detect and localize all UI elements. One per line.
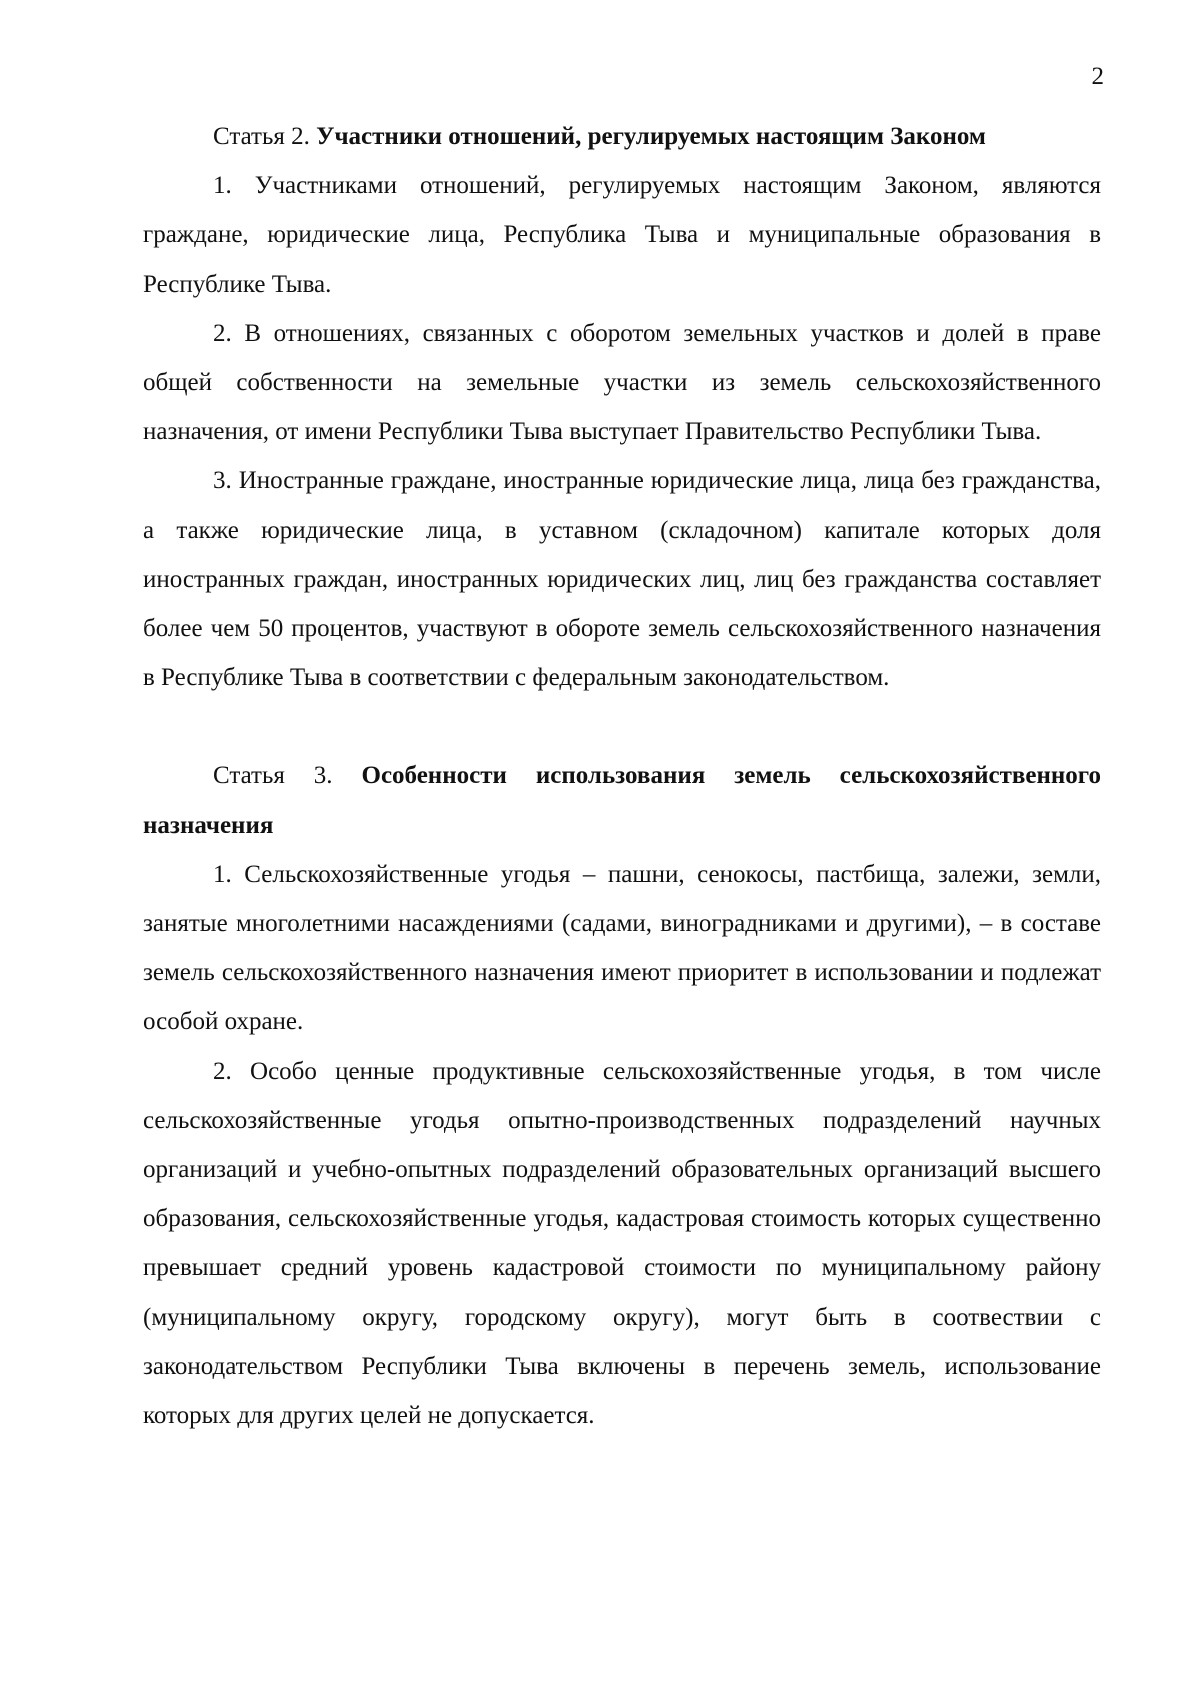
article-2-paragraph-3: 3. Иностранные граждане, иностранные юридические лица, лица без гражданства, а также юридические лица, в уставном (складочном) капитале которых доля иностранных граждан, иностранных юридических лиц, лиц без гражданства составляет более чем 50 процентов, участвуют в обороте земель сельскохозяйственного назначения в Республике Тыва в соответствии с федеральным законодательством. — [143, 467, 1101, 692]
article-2-prefix: Статья 2. — [213, 123, 310, 150]
article-2-title: Участники отношений, регулируемых настоящим Законом — [316, 123, 986, 150]
article-2-paragraph-1: 1. Участниками отношений, регулируемых настоящим Законом, являются граждане, юридические лица, Республика Тыва и муниципальные образования в Республике Тыва. — [143, 172, 1101, 298]
article-3-title: Особенности использования земель сельскохозяйственного назначения — [143, 762, 1101, 839]
article-3-heading — [143, 751, 1101, 849]
page-number: 2 — [1091, 63, 1104, 90]
document-body — [143, 112, 1101, 1440]
article-3-paragraph-1: 1. Сельскохозяйственные угодья – пашни, сенокосы, пастбища, залежи, земли, занятые многолетними насаждениями (садами, виноградниками и другими), – в составе земель сельскохозяйственного назначения имеют приоритет в использовании и подлежат особой охране. — [143, 860, 1101, 1036]
article-2-heading — [143, 112, 1101, 161]
section-spacer — [143, 702, 1101, 751]
article-2-paragraph-2: 2. В отношениях, связанных с оборотом земельных участков и долей в праве общей собственности на земельные участки из земель сельскохозяйственного назначения, от имени Республики Тыва выступает Правительство Республики Тыва. — [143, 319, 1101, 446]
article-3-paragraph-2: 2. Особо ценные продуктивные сельскохозяйственные угодья, в том числе сельскохозяйственные угодья опытно-производственных подразделений научных организаций и учебно-опытных подразделений образовательных организаций высшего образования, сельскохозяйственные угодья, кадастровая стоимость которых существенно превышает средний уровень кадастровой стоимости по муниципальному району (муниципальному округу, городскому округу), могут быть в соотвествии с законодательством Республики Тыва включены в перечень земель, использование которых для других целей не допускается. — [143, 1057, 1101, 1430]
article-3-prefix: Статья 3. — [213, 762, 333, 790]
